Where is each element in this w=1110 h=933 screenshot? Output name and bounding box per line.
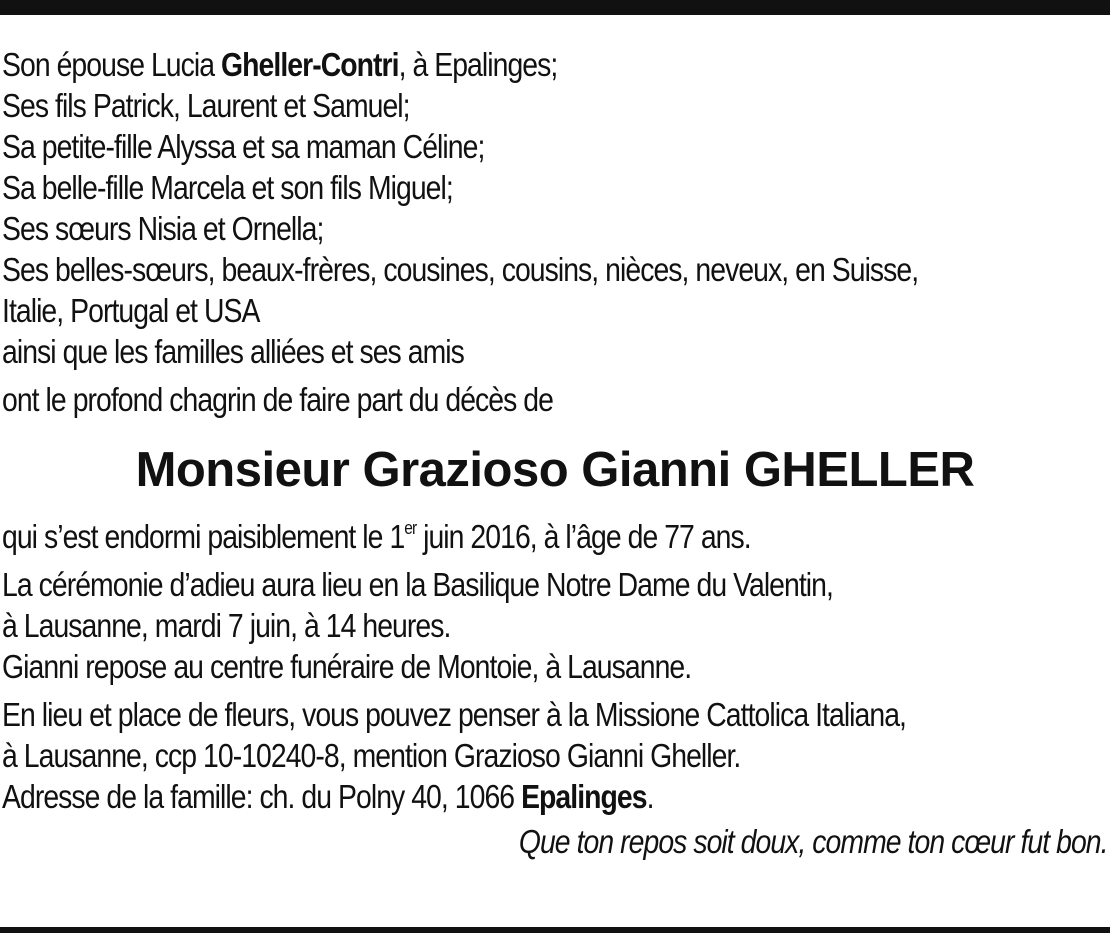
ceremony-line-1: La cérémonie d’adieu aura lieu en la Basilique Notre Dame du Valentin, <box>2 566 833 603</box>
obituary-notice <box>2 44 1108 862</box>
donation-line-2: à Lausanne, ccp 10-10240-8, mention Grazioso Gianni Gheller. <box>2 737 741 774</box>
donation-line-1: En lieu et place de fleurs, vous pouvez penser à la Missione Cattolica Italiana, <box>2 696 906 733</box>
family-daughter-in-law-line: Sa belle-fille Marcela et son fils Miguel; <box>2 169 453 206</box>
bottom-rule <box>0 927 1110 933</box>
deceased-name: Monsieur Grazioso Gianni GHELLER <box>135 443 975 497</box>
top-rule <box>0 0 1110 15</box>
spouse-name: Gheller-Contri <box>221 46 399 83</box>
death-date-line: qui s’est endormi paisiblement le 1er juin 2016, à l’âge de 77 ans. <box>2 518 751 555</box>
family-address-line: Adresse de la famille: ch. du Polny 40, 1066 Epalinges. <box>2 778 654 815</box>
ordinal-superscript: er <box>404 518 417 538</box>
family-spouse-line <box>2 44 1108 85</box>
address-town: Epalinges <box>521 778 647 815</box>
family-granddaughter-line: Sa petite-fille Alyssa et sa maman Céline; <box>2 128 485 165</box>
spouse-suffix: , à Epalinges; <box>398 46 558 83</box>
family-in-laws-line-1: Ses belles-sœurs, beaux-frères, cousines, cousins, nièces, neveux, en Suisse, <box>2 251 919 288</box>
spouse-prefix: Son épouse Lucia <box>2 46 222 83</box>
ceremony-line-2: à Lausanne, mardi 7 juin, à 14 heures. <box>2 607 451 644</box>
closing-quote: Que ton repos soit doux, comme ton cœur fut bon. <box>519 823 1108 860</box>
ceremony-line-3: Gianni repose au centre funéraire de Montoie, à Lausanne. <box>2 648 692 685</box>
announcement-line: ont le profond chagrin de faire part du décès de <box>2 381 553 418</box>
family-in-laws-line-2: Italie, Portugal et USA <box>2 292 260 329</box>
family-sons-line: Ses fils Patrick, Laurent et Samuel; <box>2 87 410 124</box>
family-sisters-line: Ses sœurs Nisia et Ornella; <box>2 210 324 247</box>
family-others-line: ainsi que les familles alliées et ses amis <box>2 333 464 370</box>
